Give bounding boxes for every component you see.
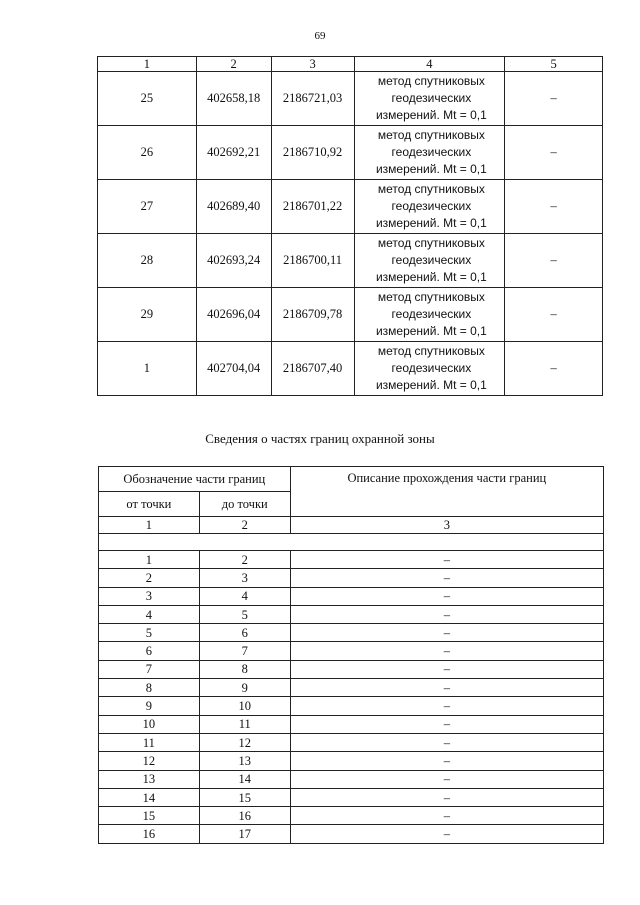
method-cell: [354, 72, 505, 126]
to-point-cell: 10: [199, 697, 290, 715]
col-number-4: 4: [354, 57, 505, 72]
method-line: геодезических: [391, 307, 472, 321]
to-point-cell: 16: [199, 807, 290, 825]
point-cell: 28: [98, 234, 197, 288]
x-coordinate-cell: 402692,21: [196, 126, 271, 180]
method-line: измерений. Mt = 0,1: [375, 324, 487, 338]
method-cell: [354, 288, 505, 342]
description-cell: –: [290, 733, 603, 751]
method-line: измерений. Mt = 0,1: [375, 108, 487, 122]
note-cell: –: [505, 288, 603, 342]
description-cell: –: [290, 569, 603, 587]
note-cell: –: [505, 234, 603, 288]
table-row: [99, 587, 604, 605]
note-cell: –: [505, 72, 603, 126]
method-line: метод спутниковых: [377, 290, 485, 304]
parts-column-numbers-row: [99, 517, 604, 534]
table-row: [98, 342, 603, 396]
table-row: [99, 679, 604, 697]
header-to-point: до точки: [199, 492, 290, 517]
col-number-5: 5: [505, 57, 603, 72]
method-cell: [354, 342, 505, 396]
point-cell: 25: [98, 72, 197, 126]
method-line: геодезических: [391, 199, 472, 213]
parts-col-number-1: 1: [99, 517, 200, 534]
table-row: [99, 733, 604, 751]
method-cell: [354, 180, 505, 234]
from-point-cell: 8: [99, 679, 200, 697]
description-cell: –: [290, 660, 603, 678]
to-point-cell: 9: [199, 679, 290, 697]
point-cell: 26: [98, 126, 197, 180]
from-point-cell: 15: [99, 807, 200, 825]
to-point-cell: 8: [199, 660, 290, 678]
description-cell: –: [290, 825, 603, 843]
x-coordinate-cell: 402658,18: [196, 72, 271, 126]
table-row: [98, 126, 603, 180]
y-coordinate-cell: 2186707,40: [271, 342, 354, 396]
section-title: Сведения о частях границ охранной зоны: [205, 431, 435, 446]
from-point-cell: 1: [99, 551, 200, 569]
table-row: [99, 569, 604, 587]
y-coordinate-cell: 2186710,92: [271, 126, 354, 180]
method-line: метод спутниковых: [377, 182, 485, 196]
to-point-cell: 15: [199, 788, 290, 806]
method-line: измерений. Mt = 0,1: [375, 378, 487, 392]
table-row: [99, 551, 604, 569]
note-cell: –: [505, 126, 603, 180]
boundary-parts-table: [98, 466, 604, 844]
parts-col-number-3: 3: [290, 517, 603, 534]
method-cell: [354, 126, 505, 180]
table-row: [98, 234, 603, 288]
table-row: [98, 180, 603, 234]
x-coordinate-cell: 402689,40: [196, 180, 271, 234]
to-point-cell: 5: [199, 605, 290, 623]
method-line: геодезических: [391, 253, 472, 267]
x-coordinate-cell: 402696,04: [196, 288, 271, 342]
header-boundary-designation: Обозначение части границ: [99, 467, 291, 492]
to-point-cell: 3: [199, 569, 290, 587]
method-line: метод спутниковых: [377, 344, 485, 358]
description-cell: –: [290, 587, 603, 605]
description-cell: –: [290, 788, 603, 806]
table-row: [99, 697, 604, 715]
description-cell: –: [290, 770, 603, 788]
description-cell: –: [290, 605, 603, 623]
method-line: измерений. Mt = 0,1: [375, 270, 487, 284]
table-row: [99, 807, 604, 825]
col-number-3: 3: [271, 57, 354, 72]
page-number: 69: [314, 30, 326, 42]
from-point-cell: 11: [99, 733, 200, 751]
description-cell: –: [290, 807, 603, 825]
x-coordinate-cell: 402704,04: [196, 342, 271, 396]
header-from-point: от точки: [99, 492, 200, 517]
method-line: геодезических: [391, 91, 472, 105]
coordinates-header-row: [98, 57, 603, 72]
header-description: Описание прохождения части границ: [290, 467, 603, 517]
table-row: [98, 288, 603, 342]
to-point-cell: 2: [199, 551, 290, 569]
description-cell: –: [290, 551, 603, 569]
point-cell: 29: [98, 288, 197, 342]
method-line: метод спутниковых: [377, 236, 485, 250]
to-point-cell: 6: [199, 624, 290, 642]
note-cell: –: [505, 342, 603, 396]
table-row: [99, 788, 604, 806]
table-row: [99, 642, 604, 660]
table-row: [99, 770, 604, 788]
description-cell: –: [290, 715, 603, 733]
from-point-cell: 10: [99, 715, 200, 733]
method-line: метод спутниковых: [377, 128, 485, 142]
to-point-cell: 11: [199, 715, 290, 733]
to-point-cell: 7: [199, 642, 290, 660]
to-point-cell: 14: [199, 770, 290, 788]
spacer-cell: [99, 534, 604, 551]
y-coordinate-cell: 2186721,03: [271, 72, 354, 126]
method-line: измерений. Mt = 0,1: [375, 162, 487, 176]
x-coordinate-cell: 402693,24: [196, 234, 271, 288]
parts-col-number-2: 2: [199, 517, 290, 534]
from-point-cell: 2: [99, 569, 200, 587]
table-row: [99, 825, 604, 843]
from-point-cell: 16: [99, 825, 200, 843]
note-cell: –: [505, 180, 603, 234]
description-cell: –: [290, 642, 603, 660]
from-point-cell: 3: [99, 587, 200, 605]
table-row: [98, 72, 603, 126]
point-cell: 27: [98, 180, 197, 234]
from-point-cell: 14: [99, 788, 200, 806]
from-point-cell: 7: [99, 660, 200, 678]
parts-header-row: [99, 467, 604, 492]
to-point-cell: 12: [199, 733, 290, 751]
col-number-1: 1: [98, 57, 197, 72]
description-cell: –: [290, 624, 603, 642]
from-point-cell: 12: [99, 752, 200, 770]
method-line: измерений. Mt = 0,1: [375, 216, 487, 230]
from-point-cell: 9: [99, 697, 200, 715]
table-row: [99, 715, 604, 733]
y-coordinate-cell: 2186701,22: [271, 180, 354, 234]
y-coordinate-cell: 2186709,78: [271, 288, 354, 342]
from-point-cell: 13: [99, 770, 200, 788]
description-cell: –: [290, 697, 603, 715]
table-row: [99, 624, 604, 642]
from-point-cell: 5: [99, 624, 200, 642]
to-point-cell: 13: [199, 752, 290, 770]
y-coordinate-cell: 2186700,11: [271, 234, 354, 288]
point-cell: 1: [98, 342, 197, 396]
parts-spacer-row: [99, 534, 604, 551]
to-point-cell: 4: [199, 587, 290, 605]
method-cell: [354, 234, 505, 288]
method-line: геодезических: [391, 361, 472, 375]
method-line: геодезических: [391, 145, 472, 159]
table-row: [99, 660, 604, 678]
from-point-cell: 6: [99, 642, 200, 660]
description-cell: –: [290, 679, 603, 697]
from-point-cell: 4: [99, 605, 200, 623]
table-row: [99, 605, 604, 623]
table-row: [99, 752, 604, 770]
coordinates-table: [97, 56, 603, 396]
col-number-2: 2: [196, 57, 271, 72]
method-line: метод спутниковых: [377, 74, 485, 88]
description-cell: –: [290, 752, 603, 770]
to-point-cell: 17: [199, 825, 290, 843]
